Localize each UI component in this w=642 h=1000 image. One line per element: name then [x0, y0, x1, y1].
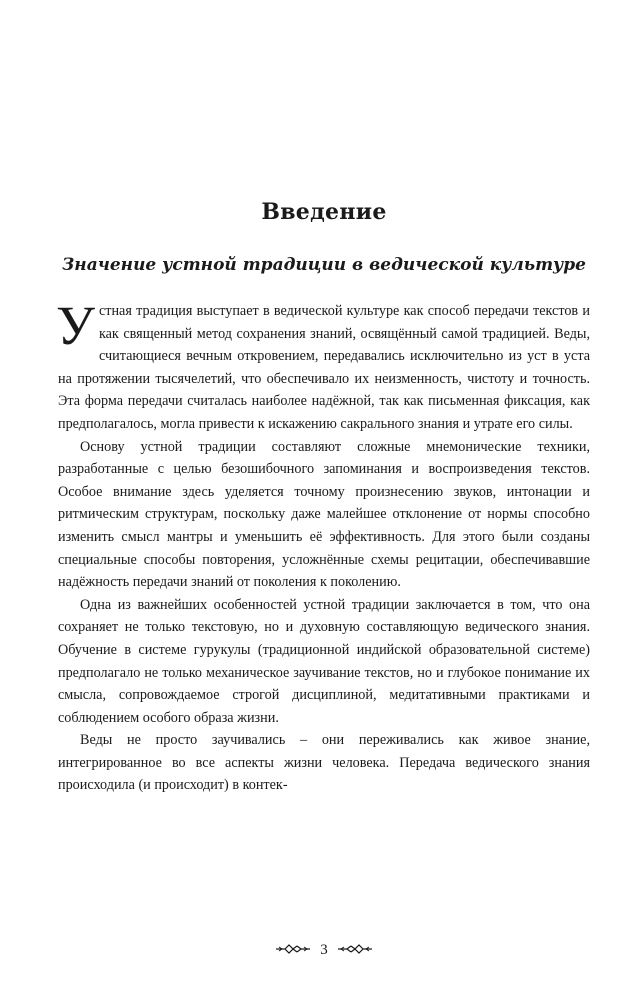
body-text	[56, 295, 590, 797]
ornament-right-icon	[337, 943, 373, 959]
paragraph-1	[56, 295, 590, 436]
drop-cap: У	[56, 295, 95, 356]
section-title: Значение устной традиции в ведической культуре	[62, 255, 586, 275]
ornament-left-icon	[275, 943, 311, 959]
page-footer	[58, 942, 590, 959]
paragraph-1-text: стная традиция выступает в ведической культуре как способ передачи текстов и как священный метод сохранения знаний, освящённый самой традицией. Веды, считающиеся вечным откровением, передавались исключительно из уст в уста на протяжении тысячелетий, что обеспечивало их неизменность, чистоту и точность. Эта форма передачи считалась наиболее надёжной, так как письменная фиксация, как предполагалось, могла привести к искажению сакрального знания и утрате его силы.	[58, 303, 590, 432]
page-number: 3	[320, 942, 328, 958]
paragraph-4: Веды не просто заучивались – они переживались как живое знание, интегрированное во все аспекты жизни человека. Передача ведического знания происходила (и происходит) в контек-	[58, 732, 590, 794]
chapter-title: Введение	[261, 199, 387, 225]
book-page	[58, 0, 590, 1000]
paragraph-3: Одна из важнейших особенностей устной традиции заключается в том, что она сохраняет не только текстовую, но и духовную составляющую ведического знания. Обучение в системе гурукулы (традиционной индийской образовательной системе) предполагало не только механическое заучивание текстов, но и глубокое понимание их смысла, сопровождаемое строгой дисциплиной, медитативными практиками и соблюдением особого образа жизни.	[58, 596, 590, 726]
paragraph-2: Основу устной традиции составляют сложные мнемонические техники, разработанные с целью безошибочного запоминания и воспроизведения текстов. Особое внимание здесь уделяется точному произнесению звуков, интонации и ритмическим структурам, поскольку даже малейшее отклонение от нормы способно изменить смысл мантры и уменьшить её эффективность. Для этого были созданы специальные способы повторения, усложнённые схемы рецитации, обеспечивавшие надёжность передачи знаний от поколения к поколению.	[58, 438, 590, 591]
